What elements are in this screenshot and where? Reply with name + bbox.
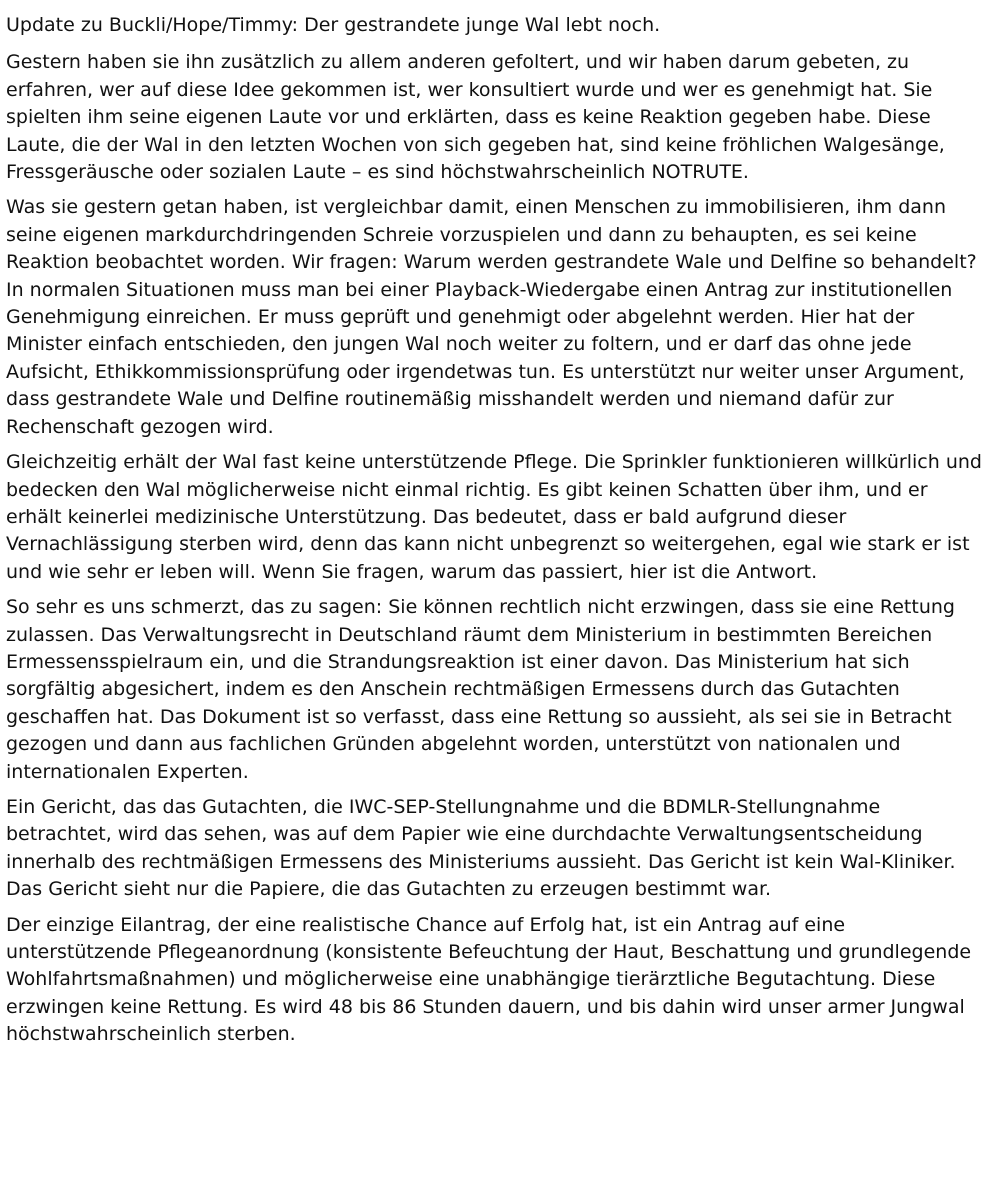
- paragraph-legal-discretion: So sehr es uns schmerzt, das zu sagen: Sie können rechtlich nicht erzwingen, dass sie eine Rettung zulassen. Das Verwaltungsrecht in Deutschland räumt dem Ministerium in bestimmten Bereichen Ermessensspielraum ein, und die Strandungsreaktion ist einer davon. Das Ministerium hat sich sorgfältig abgesichert, indem es den Anschein rechtmäßigen Ermessens durch das Gutachten geschaffen hat. Das Dokument ist so verfasst, dass eine Rettung so aussieht, als sei sie in Betracht gezogen und dann aus fachlichen Gründen abgelehnt worden, unterstützt von nationalen und internationalen Experten.: [6, 596, 955, 783]
- paragraph-emergency-application: Der einzige Eilantrag, der eine realistische Chance auf Erfolg hat, ist ein Antrag auf eine unterstützende Pflegeanordnung (konsistente Befeuchtung der Haut, Beschattung und grundlegende Wohlfahrtsmaßnahmen) und möglicherweise eine unabhängige tierärztliche Begutachtung. Diese erzwingen keine Rettung. Es wird 48 bis 86 Stunden dauern, und bis dahin wird unser armer Jungwal höchstwahrscheinlich sterben.: [6, 913, 972, 1046]
- paragraph-supportive-care: Gleichzeitig erhält der Wal fast keine unterstützende Pflege. Die Sprinkler funktionieren willkürlich und bedecken den Wal möglicherweise nicht einmal richtig. Es gibt keinen Schatten über ihm, und er erhält keinerlei medizinische Unterstützung. Das bedeutet, dass er bald aufgrund dieser Vernachlässigung sterben wird, denn das kann nicht unbegrenzt so weitergehen, egal wie stark er ist und wie sehr er leben will. Wenn Sie fragen, warum das passiert, hier ist die Antwort.: [6, 451, 982, 583]
- post-title: Update zu Buckli/Hope/Timmy: Der gestrandete junge Wal lebt noch.: [6, 14, 661, 36]
- paragraph-court-view: Ein Gericht, das das Gutachten, die IWC-SEP-Stellungnahme und die BDMLR-Stellungnahme betrachtet, wird das sehen, was auf dem Papier wie eine durchdachte Verwaltungsentscheidung innerhalb des rechtmäßigen Ermessens des Ministeriums aussieht. Das Gericht ist kein Wal-Kliniker. Das Gericht sieht nur die Papiere, die das Gutachten zu erzeugen bestimmt war.: [6, 795, 956, 901]
- paragraph-comparison-oversight: Was sie gestern getan haben, ist vergleichbar damit, einen Menschen zu immobilisieren, ihm dann seine eigenen markdurchdringenden Schreie vorzuspielen und dann zu behaupten, es sei keine Reaktion beobachtet worden. Wir fragen: Warum werden gestrandete Wale und Delfine so behandelt? In normalen Situationen muss man bei einer Playback-Wiedergabe einen Antrag zur institutionellen Genehmigung einreichen. Er muss geprüft und genehmigt oder abgelehnt werden. Hier hat der Minister einfach entschieden, den jungen Wal noch weiter zu foltern, und er darf das ohne jede Aufsicht, Ethikkommissionsprüfung oder irgendetwas tun. Es unterstützt nur weiter unser Argument, dass gestrandete Wale und Delfine routinemäßig misshandelt werden und niemand dafür zur Rechenschaft gezogen wird.: [6, 196, 977, 438]
- paragraph-torture-playback: Gestern haben sie ihn zusätzlich zu allem anderen gefoltert, und wir haben darum gebeten, zu erfahren, wer auf diese Idee gekommen ist, wer konsultiert wurde und wer es genehmigt hat. Sie spielten ihm seine eigenen Laute vor und erklärten, dass es keine Reaktion gegeben habe. Diese Laute, die der Wal in den letzten Wochen von sich gegeben hat, sind keine fröhlichen Walgesänge, Fressgeräusche oder sozialen Laute – es sind höchstwahrscheinlich NOTRUTE.: [6, 51, 945, 184]
